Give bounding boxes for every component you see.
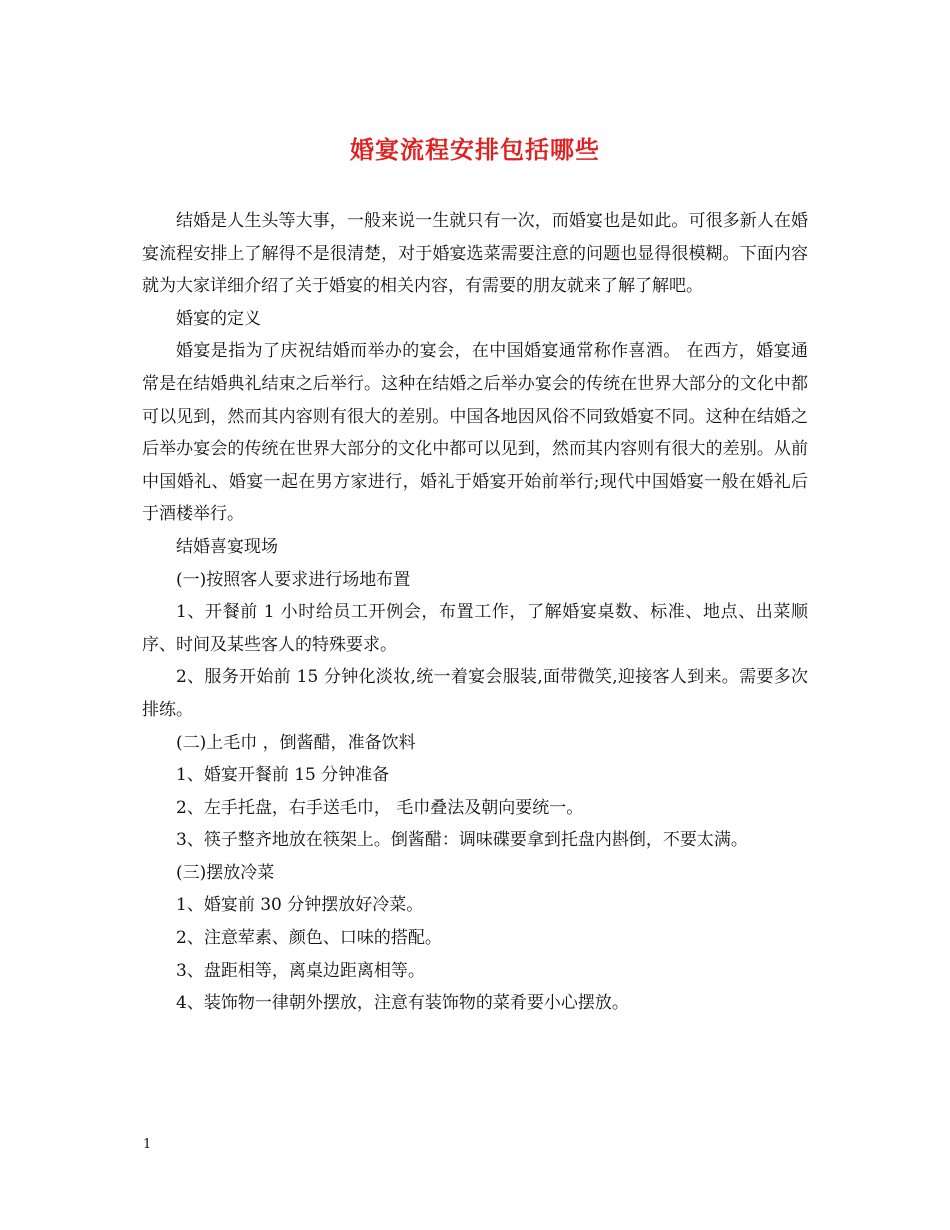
list-item: 1、婚宴开餐前 15 分钟准备 — [176, 765, 390, 786]
document-body — [142, 205, 808, 1020]
list-item: 2、左手托盘，右手送毛巾， 毛巾叠法及朝向要统一。 — [176, 797, 584, 818]
paragraph-definition: 婚宴是指为了庆祝结婚而举办的宴会，在中国婚宴通常称作喜酒。 在西方，婚宴通常是在结婚典礼结束之后举行。这种在结婚之后举办宴会的传统在世界大部分的文化中都可以见到，然而其内容则有很大的差别。中国各地因风俗不同致婚宴不同。这种在结婚之后举办宴会的传统在世界大部分的文化中都可以见到，然而其内容则有很大的差别。从前中国婚礼、婚宴一起在男方家进行，婚礼于婚宴开始前举行;现代中国婚宴一般在婚礼后于酒楼举行。 — [142, 341, 808, 525]
document-title: 婚宴流程安排包括哪些 — [350, 135, 600, 164]
section-heading-definition: 婚宴的定义 — [176, 308, 261, 329]
list-item: 4、装饰物一律朝外摆放，注意有装饰物的菜肴要小心摆放。 — [176, 993, 629, 1014]
paragraph-intro: 结婚是人生头等大事，一般来说一生就只有一次，而婚宴也是如此。可很多新人在婚宴流程安排上了解得不是很清楚，对于婚宴选菜需要注意的问题也显得很模糊。下面内容就为大家详细介绍了关于婚宴的相关内容，有需要的朋友就来了解了解吧。 — [142, 211, 808, 297]
section-heading-venue: 结婚喜宴现场 — [176, 536, 278, 557]
list-item: 3、盘距相等，离桌边距离相等。 — [176, 960, 425, 981]
subheading-venue-layout: (一)按照客人要求进行场地布置 — [176, 569, 411, 590]
list-item: 3、筷子整齐地放在筷架上。倒酱醋：调味碟要拿到托盘内斟倒，不要太满。 — [176, 830, 748, 851]
list-item: 1、开餐前 1 小时给员工开例会，布置工作，了解婚宴桌数、标准、地点、出菜顺序、时间及某些客人的特殊要求。 — [142, 602, 808, 655]
subheading-cold-dishes: (三)摆放冷菜 — [176, 862, 275, 883]
list-item: 2、注意荤素、颜色、口味的搭配。 — [176, 928, 442, 949]
list-item: 1、婚宴前 30 分钟摆放好冷菜。 — [176, 895, 424, 916]
page-number: 1 — [143, 1137, 152, 1152]
list-item: 2、服务开始前 15 分钟化淡妆,统一着宴会服装,面带微笑,迎接客人到来。需要多次排练。 — [142, 667, 808, 720]
subheading-towels-sauces: (二)上毛巾 ，倒酱醋，准备饮料 — [176, 732, 416, 753]
